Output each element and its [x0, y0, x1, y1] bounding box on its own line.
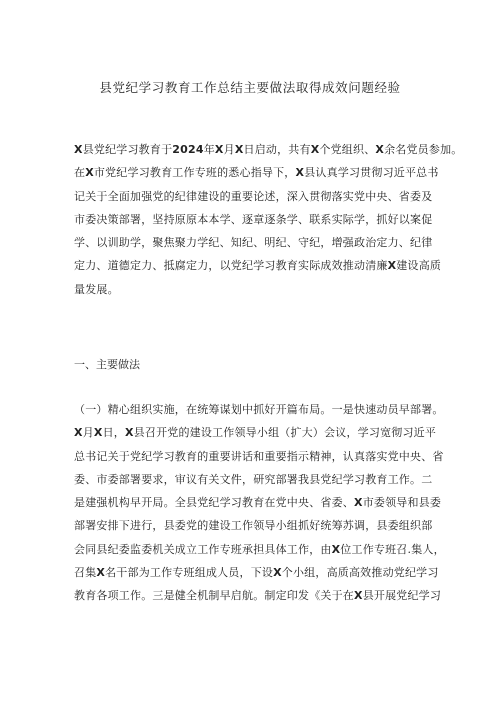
- section-heading: 一、主要做法: [74, 358, 140, 371]
- text-line: 市委决策部署，坚持原原本本学、逐章逐条学、联系实际学，抓好以案促: [74, 212, 433, 226]
- text-line: （一）精心组织实施，在统筹谋划中抓好开篇布局。一是快速动员早部署。: [74, 403, 444, 416]
- text-line: 在X市党纪学习教育工作专班的悉心指导下，X县认真学习贯彻习近平总书: [74, 166, 439, 180]
- text-line: 量发展。: [74, 282, 119, 296]
- text-line: X县党纪学习教育于2024年X月X日启动，共有X个党组织、X余名党员参加。: [74, 143, 463, 156]
- text-line: 教育各项工作。三是健全机制早启航。制定印发《关于在X县开展党纪学习: [74, 589, 442, 603]
- text-line: 部署安排下进行，县委党的建设工作领导小组抓好统筹苏调，县委组织部: [74, 519, 433, 533]
- text-line: 总书记关于党纪学习教育的重要讲话和重要指示精神，认真落实党中央、省: [74, 449, 444, 463]
- text-line: 委、市委部署要求，审议有关文件，研究部署我县党纪学习教育工作。二: [74, 472, 433, 486]
- text-line: X月X日，X县召开党的建设工作领导小组（扩大）会议，学习宽彻习近平: [74, 426, 437, 440]
- text-line: 是建强机构早开局。全县党纪学习教育在党中央、省委、X市委领导和县委: [74, 496, 442, 510]
- text-line: 记关于全面加强党的纪律建设的重要论述，深入贯彻落实党中央、省委及: [74, 189, 433, 203]
- text-line: 会同县纪委监委机关成立工作专班承担具体工作，由X位工作专班召.集人，: [74, 542, 445, 556]
- text-line: 定力、道德定力、抵腐定力，以党纪学习教育实际成效推动清廉X建设高质: [74, 259, 442, 273]
- text-line: 召集X名干部为工作专班组成人员，下设X个小组，高质高效推动党纪学习: [74, 566, 439, 580]
- text-line: 学、以训助学，聚焦聚力学纪、知纪、明纪、守纪，增强政治定力、纪律: [74, 236, 433, 250]
- document-title: 县党纪学习教育工作总结主要做法取得成效问题经验: [99, 80, 401, 95]
- section1-paragraph: [74, 398, 445, 608]
- intro-paragraph: [74, 138, 463, 301]
